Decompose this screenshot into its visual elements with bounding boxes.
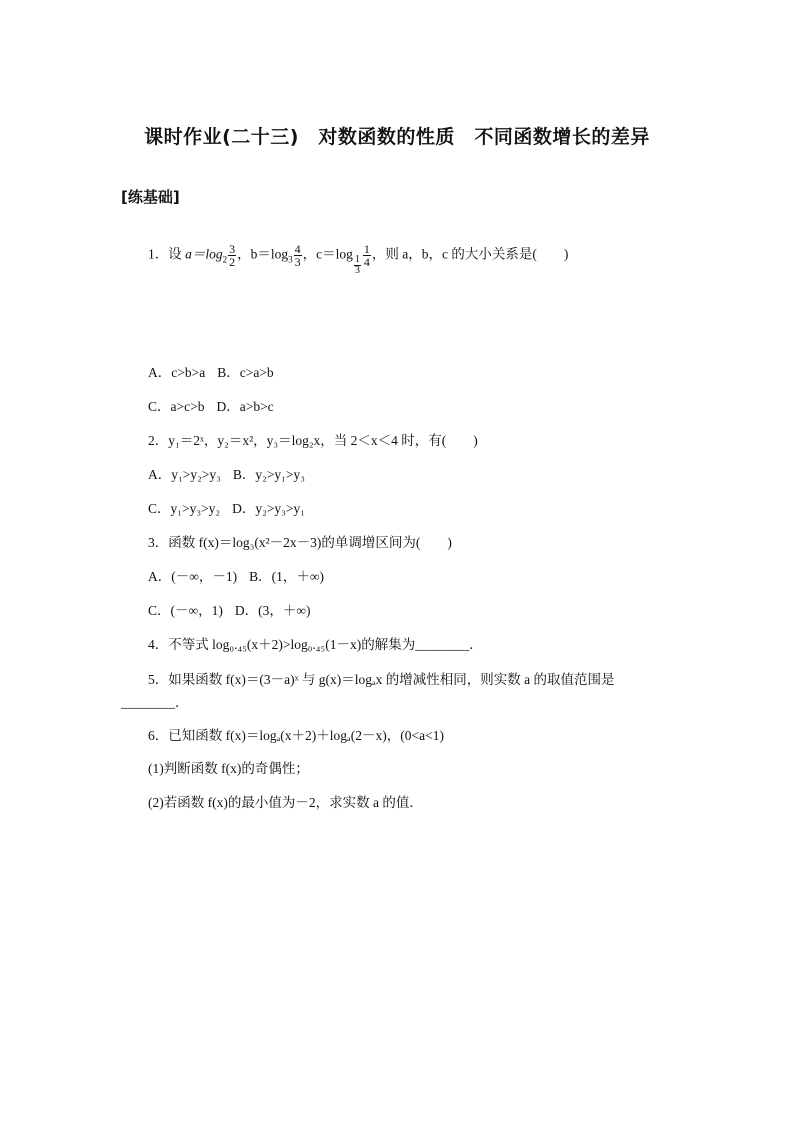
- section-heading: [练基础]: [121, 188, 180, 206]
- numerator: 1: [363, 242, 370, 256]
- question-6-part-2: (2)若函数 f(x)的最小值为－2，求实数 a 的值．: [148, 795, 423, 810]
- page-title: 课时作业(二十三) 对数函数的性质 不同函数增长的差异: [144, 126, 650, 148]
- option-d[interactable]: D．(3，＋∞): [234, 603, 311, 618]
- numerator: 3: [229, 242, 236, 256]
- numerator: 4: [294, 242, 301, 256]
- denominator: 3: [354, 264, 360, 276]
- question-1-options-row-1: [148, 364, 274, 382]
- question-5-answer-blank: ________．: [121, 695, 189, 710]
- option-d[interactable]: D．a>b>c: [216, 399, 274, 414]
- expr-c: ，c＝log: [302, 246, 353, 262]
- question-3-options-row-2: [148, 602, 311, 620]
- fraction: [228, 243, 236, 268]
- question-3-stem: 3．函数 f(x)＝log₃(x²－2x－3)的单调增区间为( ): [148, 535, 452, 550]
- option-b[interactable]: B．(1，＋∞): [249, 569, 324, 584]
- question-4-stem: 4．不等式 log₀.₄₅(x＋2)>log₀.₄₅(1－x)的解集为________．: [148, 637, 483, 652]
- denominator: 2: [229, 255, 236, 269]
- fraction: [363, 243, 371, 268]
- log-base: 3: [288, 254, 293, 265]
- option-a[interactable]: A．(－∞，－1): [148, 569, 238, 584]
- numerator: 1: [354, 253, 360, 265]
- log-base: 2: [222, 254, 228, 265]
- option-c[interactable]: C．y₁>y₃>y₂: [148, 501, 221, 516]
- question-tail: ，则 a，b，c 的大小关系是( ): [371, 246, 569, 262]
- question-2-options-row-1: [148, 466, 305, 484]
- question-6-part-1: (1)判断函数 f(x)的奇偶性；: [148, 761, 309, 776]
- denominator: 4: [363, 255, 370, 269]
- log-base-fraction: [354, 255, 361, 276]
- question-1-stem: [148, 243, 568, 276]
- option-b[interactable]: B．y₂>y₁>y₃: [232, 467, 305, 482]
- fraction: [294, 243, 302, 268]
- denominator: 3: [294, 255, 301, 269]
- question-6-stem: 6．已知函数 f(x)＝logₐ(x＋2)＋logₐ(2－x)，(0<a<1): [148, 728, 444, 743]
- expr-b: ，b＝log: [237, 246, 289, 262]
- expr-a: a＝log: [185, 246, 223, 262]
- option-d[interactable]: D．y₂>y₃>y₁: [232, 501, 305, 516]
- question-2-stem: 2．y₁＝2ˣ，y₂＝x²，y₃＝log₂x，当 2＜x＜4 时，有( ): [148, 433, 478, 448]
- question-number: 1．设: [148, 246, 186, 262]
- question-1-options-row-2: [148, 398, 274, 416]
- option-c[interactable]: C．(－∞，1): [148, 603, 223, 618]
- option-b[interactable]: B．c>a>b: [217, 365, 274, 380]
- option-a[interactable]: A．y₁>y₂>y₃: [148, 467, 221, 482]
- question-5-stem: 5．如果函数 f(x)＝(3－a)ˣ 与 g(x)＝logₐx 的增减性相同，则实数 a 的取值范围是: [148, 672, 615, 687]
- question-3-options-row-1: [148, 568, 324, 586]
- question-2-options-row-2: [148, 500, 305, 518]
- option-c[interactable]: C．a>c>b: [148, 399, 205, 414]
- option-a[interactable]: A．c>b>a: [148, 365, 206, 380]
